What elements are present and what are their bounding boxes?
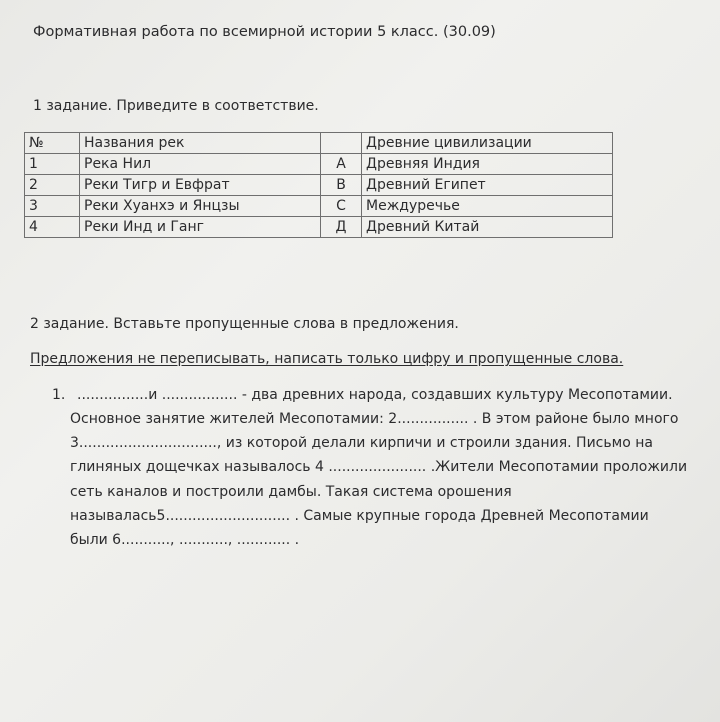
worksheet-title: Формативная работа по всемирной истории 5 класс. (30.09)	[33, 24, 496, 40]
table-row	[25, 154, 613, 175]
row-letter: A	[321, 154, 362, 175]
table-header-row	[25, 133, 613, 154]
row-civ: Древний Китай	[362, 217, 613, 238]
row-num: 2	[25, 175, 80, 196]
matching-table	[24, 132, 613, 238]
task2-heading: 2 задание. Вставьте пропущенные слова в предложения.	[30, 316, 459, 332]
row-num: 1	[25, 154, 80, 175]
text-line: сеть каналов и построили дамбы. Такая система орошения	[70, 484, 512, 500]
row-civ: Междуречье	[362, 196, 613, 217]
table-row	[25, 196, 613, 217]
table-row	[25, 217, 613, 238]
text-line: ................и ................. - два древних народа, создавших культуру Месопотамии.	[77, 387, 673, 403]
row-letter: Д	[321, 217, 362, 238]
text-line: Основное занятие жителей Месопотамии: 2................ . В этом районе было много	[70, 411, 679, 427]
header-letter	[321, 133, 362, 154]
row-num: 4	[25, 217, 80, 238]
row-civ: Древняя Индия	[362, 154, 613, 175]
row-letter: C	[321, 196, 362, 217]
row-civ: Древний Египет	[362, 175, 613, 196]
row-river: Река Нил	[80, 154, 321, 175]
task2-instruction: Предложения не переписывать, написать только цифру и пропущенные слова.	[30, 351, 624, 367]
table-row	[25, 175, 613, 196]
row-num: 3	[25, 196, 80, 217]
task1-heading: 1 задание. Приведите в соответствие.	[33, 98, 319, 114]
text-line: глиняных дощечках называлось 4 ...................... .Жители Месопотамии проложили	[70, 459, 688, 475]
text-line: 3..............................., из которой делали кирпичи и строили здания. Письмо на	[70, 435, 653, 451]
row-river: Реки Инд и Ганг	[80, 217, 321, 238]
row-river: Реки Хуанхэ и Янцзы	[80, 196, 321, 217]
row-letter: B	[321, 175, 362, 196]
text-line: называлась5............................ . Самые крупные города Древней Месопотамии	[70, 508, 649, 524]
item-number: 1.	[52, 387, 66, 403]
row-river: Реки Тигр и Евфрат	[80, 175, 321, 196]
header-num: №	[25, 133, 80, 154]
header-civ: Древние цивилизации	[362, 133, 613, 154]
text-line: были 6..........., ..........., ............ .	[70, 532, 300, 548]
header-river: Названия рек	[80, 133, 321, 154]
